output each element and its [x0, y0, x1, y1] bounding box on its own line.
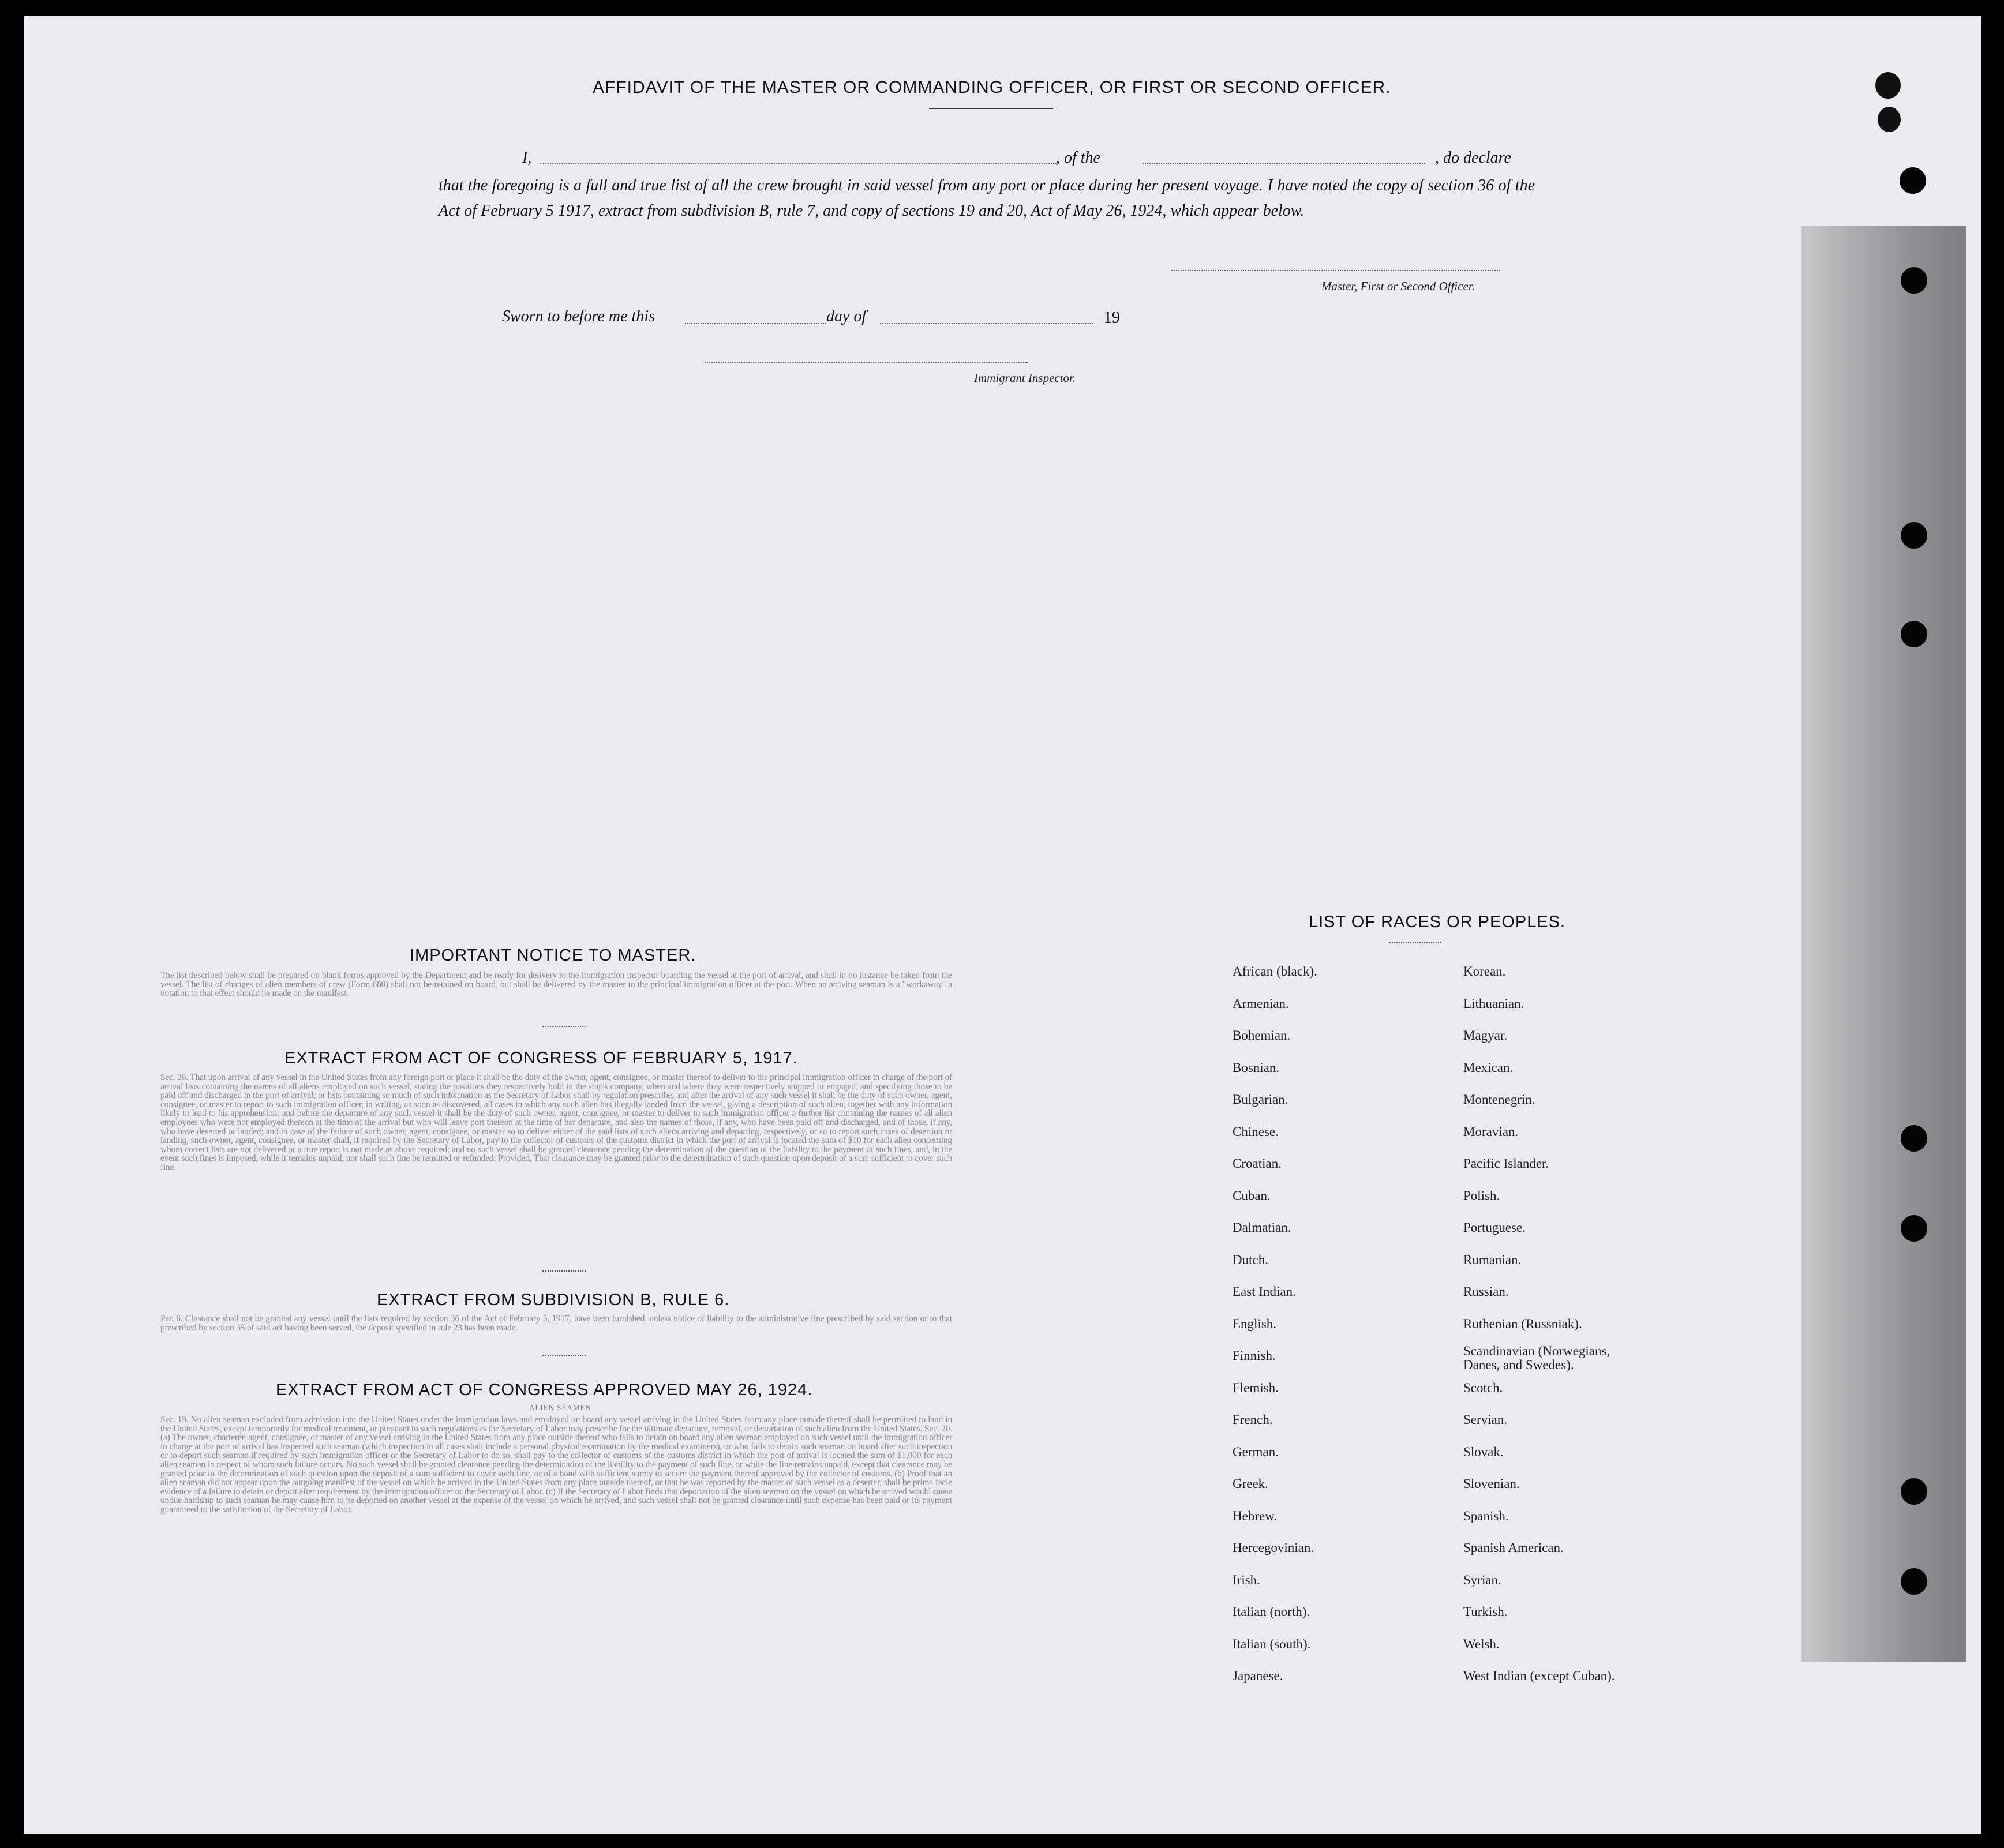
race-item: Flemish.: [1233, 1380, 1279, 1395]
races-right-column: [1463, 955, 1706, 1692]
day-of-label: day of: [826, 308, 867, 325]
ink-smudge: [1875, 72, 1901, 99]
extract-1917-body: Sec. 36. That upon arrival of any vessel in the United States from any foreign port or place it shall be the duty of the owner, agent, consignee, or master thereof to deliver to the principal immigration officer in charge of the port of arrival lists containing the names of all aliens employed on such vessel, stating the positions they respectively hold in the ship's company, when and where they were respectively shipped or engaged, and specifying those to be paid off and discharged in the port of arrival; or lists containing so much of such information as the Secretary of Labor shall by regulation prescribe; and after the arrival of any such vessel it shall be the duty of such owner, agent, consignee, or master to report to such immigration officer, in writing, as soon as discovered, all cases in which any such alien has illegally landed from the vessel, giving a description of such alien, together with any information likely to lead to his apprehension; and before the departure of any such vessel it shall be the duty of such owner, agent, consignee, or master to deliver to such immigration officer a further list containing the names of all alien employees who were not employed thereon at the time of the arrival but who will leave port thereon at the time of her departure, and also the names of those, if any, who have been paid off and discharged, and of those, if any, who have deserted or landed; and in case of the failure of such owner, agent, consignee, or master so to deliver either of the said lists of such aliens arriving and departing, respectively, or so to report such cases of desertion or landing, such owner, agent, consignee, or master shall, if required by the Secretary of Labor, pay to the collector of customs of the customs district in which the port of arrival is located the sum of $10 for each alien concerning whom correct lists are not delivered or a true report is not made as above required; and no such vessel shall be granted clearance pending the determination of the question of the liability to the payment of such fines, and, in the event such fines is imposed, while it remains unpaid, nor shall such fine be remitted or refunded: Provided, That clearance may be granted prior to the determination of such question upon deposit of a sum sufficient to cover such fine.: [160, 1073, 952, 1172]
race-item: Slovak.: [1463, 1444, 1504, 1459]
race-item: Chinese.: [1233, 1124, 1279, 1139]
punch-hole: [1901, 267, 1927, 294]
extract-1924-subtitle: ALIEN SEAMEN: [529, 1403, 591, 1412]
punch-hole: [1901, 522, 1927, 549]
race-item: Scandinavian (Norwegians, Danes, and Swedes).: [1463, 1344, 1610, 1372]
race-item: Spanish American.: [1463, 1540, 1564, 1555]
title-underline: [929, 108, 1053, 109]
day-blank[interactable]: [685, 323, 826, 324]
race-item: Polish.: [1463, 1188, 1500, 1203]
race-item: Hebrew.: [1233, 1508, 1278, 1523]
race-item: French.: [1233, 1412, 1273, 1427]
section-divider: [542, 1270, 586, 1272]
race-item: Greek.: [1233, 1476, 1268, 1491]
punch-hole: [1901, 1215, 1927, 1242]
year-prefix: 19: [1104, 309, 1120, 327]
inspector-signature-line[interactable]: [705, 362, 1028, 363]
section-divider: [542, 1026, 586, 1027]
name-blank[interactable]: [540, 163, 1057, 164]
race-item: Montenegrin.: [1463, 1092, 1535, 1107]
notice-body: The list described below shall be prepared on blank forms approved by the Department and be ready for delivery to the immigration inspector boarding the vessel at the port of arrival, and shall in no instance be taken from the vessel. The list of changes of alien members of crew (Form 680) shall not be retained on board, but shall be delivered by the master to the principal immigration officer at the port. When an arriving seaman is a "workaway" a notation to that effect should be made on the manifest.: [160, 970, 952, 999]
race-item: German.: [1233, 1444, 1279, 1459]
race-item: West Indian (except Cuban).: [1463, 1669, 1615, 1683]
race-item: Armenian.: [1233, 996, 1289, 1011]
extract-rule6-title: EXTRACT FROM SUBDIVISION B, RULE 6.: [377, 1291, 730, 1309]
do-declare-label: , do declare: [1435, 149, 1511, 167]
extract-rule6-body: Par. 6. Clearance shall not be granted any vessel until the lists required by section 36 of the Act of February 5, 1917, have been furnished, unless notice of liability to the administrative fine prescribed by said section or to that prescribed by section 35 of said act having been served, the deposit specified in rule 23 has been made.: [160, 1314, 952, 1333]
race-item: Finnish.: [1233, 1348, 1276, 1363]
race-item: Bosnian.: [1233, 1060, 1280, 1075]
race-item: Moravian.: [1463, 1124, 1519, 1139]
race-item: Lithuanian.: [1463, 996, 1524, 1011]
i-label: I,: [522, 149, 532, 167]
vessel-blank[interactable]: [1143, 163, 1425, 164]
race-item: Croatian.: [1233, 1156, 1282, 1171]
affidavit-body: that the foregoing is a full and true list of all the crew brought in said vessel from any port or place during her present voyage. I have noted the copy of section 36 of the Act of February 5 1917, extract from subdivision B, rule 7, and copy of sections 19 and 20, Act of May 26, 1924, which appear below.: [439, 177, 1535, 220]
month-blank[interactable]: [880, 323, 1093, 324]
ink-smudge: [1878, 107, 1901, 132]
inspector-label: Immigrant Inspector.: [974, 371, 1076, 385]
race-item: Portuguese.: [1463, 1220, 1526, 1235]
race-item: Welsh.: [1463, 1636, 1500, 1651]
race-item: Rumanian.: [1463, 1252, 1522, 1267]
extract-1924-title: EXTRACT FROM ACT OF CONGRESS APPROVED MAY 26, 1924.: [276, 1381, 813, 1399]
race-item: Pacific Islander.: [1463, 1156, 1549, 1171]
extract-1917-title: EXTRACT FROM ACT OF CONGRESS OF FEBRUARY 5, 1917.: [284, 1049, 798, 1067]
race-item: Spanish.: [1463, 1508, 1509, 1523]
race-item: Russian.: [1463, 1284, 1509, 1299]
race-item: Scotch.: [1463, 1380, 1503, 1395]
race-item: East Indian.: [1233, 1284, 1296, 1299]
race-item: Bulgarian.: [1233, 1092, 1288, 1107]
master-signature-line[interactable]: [1171, 270, 1500, 271]
race-item: Korean.: [1463, 964, 1506, 979]
punch-hole: [1900, 167, 1926, 194]
race-item: African (black).: [1233, 964, 1317, 979]
extract-1924-body: Sec. 19. No alien seaman excluded from admission into the United States under the immigration laws and employed on board any vessel arriving in the United States from any place outside thereof shall be permitted to land in the United States, except temporarily for medical treatment, or pursuant to such regulations as the Secretary of Labor may prescribe for the ultimate departure, removal, or deportation of such alien from the United States. Sec. 20. (a) The owner, charterer, agent, consignee, or master of any vessel arriving in the United States from any place outside thereof who fails to detain on board any alien seaman employed on such vessel until the immigration officer in charge at the port of arrival has inspected such seaman (which inspection in all cases shall include a personal physical examination by the medical examiners), or who fails to detain such seaman on board after such inspection or to deport such seaman if required by such immigration officer or the Secretary of Labor to do so, shall pay to the collector of customs of the customs district in which the port of arrival is located the sum of $1,000 for each alien seaman in respect of whom such failure occurs. No such vessel shall be granted clearance pending the determination of the liability to the payment of such fine, or while the fine remains unpaid, except that clearance may be granted prior to the determination of such question upon the deposit of a sum sufficient to cover such fine, or of a bond with sufficient surety to secure the payment thereof approved by the collector of customs. (b) Proof that an alien seaman did not appear upon the outgoing manifest of the vessel on which he arrived in the United States from any place outside thereof, or that he was reported by the master of such vessel as a deserter, shall be prima facie evidence of a failure to detain or deport after requirement by the immigration officer or the Secretary of Labor. (c) If the Secretary of Labor finds that deportation of the alien seaman on the vessel on which he arrived would cause undue hardship to such seaman he may cause him to be deported on another vessel at the expense of the vessel on which he arrived, and such vessel shall not be granted clearance until such expense has been paid or its payment guaranteed to the satisfaction of the Secretary of Labor.: [160, 1415, 952, 1515]
race-item: Syrian.: [1463, 1572, 1501, 1587]
sworn-label: Sworn to before me this: [502, 308, 655, 325]
race-item: Servian.: [1463, 1412, 1508, 1427]
race-item: Dalmatian.: [1233, 1220, 1291, 1235]
punch-hole: [1901, 1568, 1927, 1595]
races-left-column: [1233, 955, 1475, 1692]
race-item: Mexican.: [1463, 1060, 1514, 1075]
section-divider: [542, 1355, 586, 1356]
race-item: Irish.: [1233, 1572, 1260, 1587]
race-item: Turkish.: [1463, 1605, 1508, 1619]
race-item: English.: [1233, 1316, 1277, 1331]
race-item: Magyar.: [1463, 1028, 1508, 1043]
races-title-underline: [1389, 942, 1441, 943]
race-item: Slovenian.: [1463, 1476, 1520, 1491]
race-item: Cuban.: [1233, 1188, 1271, 1203]
punch-hole: [1901, 1125, 1927, 1152]
punch-hole: [1901, 1478, 1927, 1505]
torn-edge-strip: [1801, 226, 1966, 1662]
race-item: Italian (south).: [1233, 1636, 1311, 1651]
race-item: Ruthenian (Russniak).: [1463, 1316, 1582, 1331]
races-title: LIST OF RACES OR PEOPLES.: [1309, 913, 1566, 931]
master-signature-label: Master, First or Second Officer.: [1321, 279, 1475, 293]
race-item: Hercegovinian.: [1233, 1540, 1314, 1555]
affidavit-title: AFFIDAVIT OF THE MASTER OR COMMANDING OFFICER, OR FIRST OR SECOND OFFICER.: [593, 78, 1391, 97]
race-item: Bohemian.: [1233, 1028, 1291, 1043]
notice-title: IMPORTANT NOTICE TO MASTER.: [410, 946, 696, 965]
race-item: Italian (north).: [1233, 1605, 1310, 1619]
punch-hole: [1901, 621, 1927, 647]
of-the-label: , of the: [1056, 149, 1100, 167]
race-item: Dutch.: [1233, 1252, 1268, 1267]
race-item: Japanese.: [1233, 1669, 1283, 1683]
